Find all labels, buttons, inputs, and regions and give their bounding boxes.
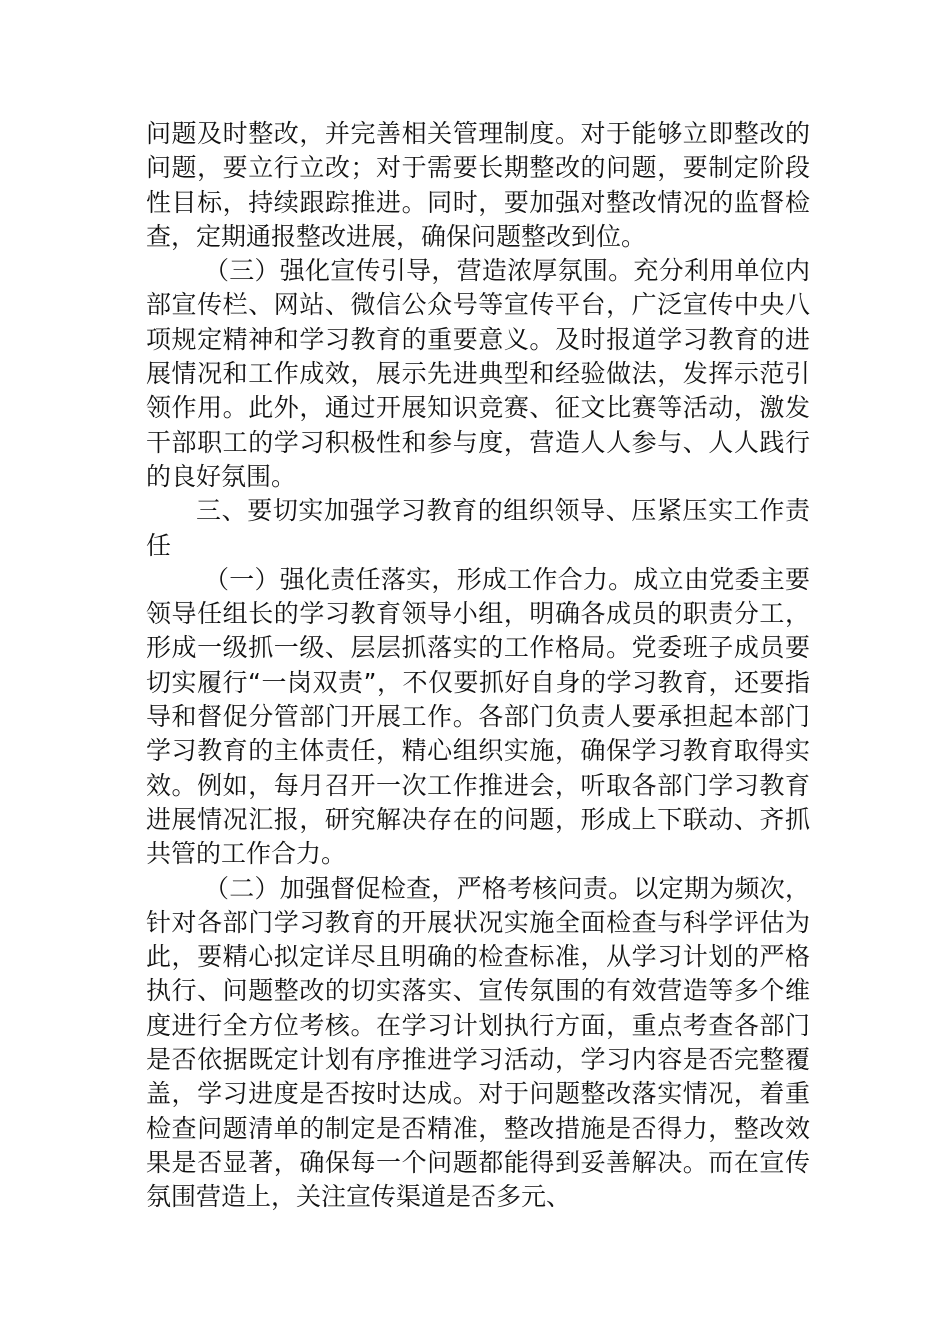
section-heading-three: 三、要切实加强学习教育的组织领导、压紧压实工作责任 [146,496,810,560]
paragraph-rectification-continued: 问题及时整改，并完善相关管理制度。对于能够立即整改的问题，要立行立改；对于需要长期整改的问题，要制定阶段性目标，持续跟踪推进。同时，要加强对整改情况的监督检查，定期通报整改进展，确保问题整改到位。 [146,119,810,251]
paragraph-inspection: （二）加强督促检查，严格考核问责。以定期为频次，针对各部门学习教育的开展状况实施全面检查与科学评估为此，要精心拟定详尽且明确的检查标准，从学习计划的严格执行、问题整改的切实落实、宣传氛围的有效营造等多个维度进行全方位考核。在学习计划执行方面，重点考查各部门是否依据既定计划有序推进学习活动，学习内容是否完整覆盖，学习进度是否按时达成。对于问题整改落实情况，着重检查问题清单的制定是否精准，整改措施是否得力，整改效果是否显著，确保每一个问题都能得到妥善解决。而在宣传氛围营造上，关注宣传渠道是否多元、 [146,873,810,1212]
document-body [146,117,810,1215]
paragraph-responsibility: （一）强化责任落实，形成工作合力。成立由党委主要领导任组长的学习教育领导小组，明确各成员的职责分工，形成一级抓一级、层层抓落实的工作格局。党委班子成员要切实履行“一岗双责”，不仅要抓好自身的学习教育，还要指导和督促分管部门开展工作。各部门负责人要承担起本部门学习教育的主体责任，精心组织实施，确保学习教育取得实效。例如，每月召开一次工作推进会，听取各部门学习教育进展情况汇报，研究解决存在的问题，形成上下联动、齐抓共管的工作合力。 [146,564,810,869]
paragraph-publicity: （三）强化宣传引导，营造浓厚氛围。充分利用单位内部宣传栏、网站、微信公众号等宣传平台，广泛宣传中央八项规定精神和学习教育的重要意义。及时报道学习教育的进展情况和工作成效，展示先进典型和经验做法，发挥示范引领作用。此外，通过开展知识竞赛、征文比赛等活动，激发干部职工的学习积极性和参与度，营造人人参与、人人践行的良好氛围。 [146,256,810,491]
